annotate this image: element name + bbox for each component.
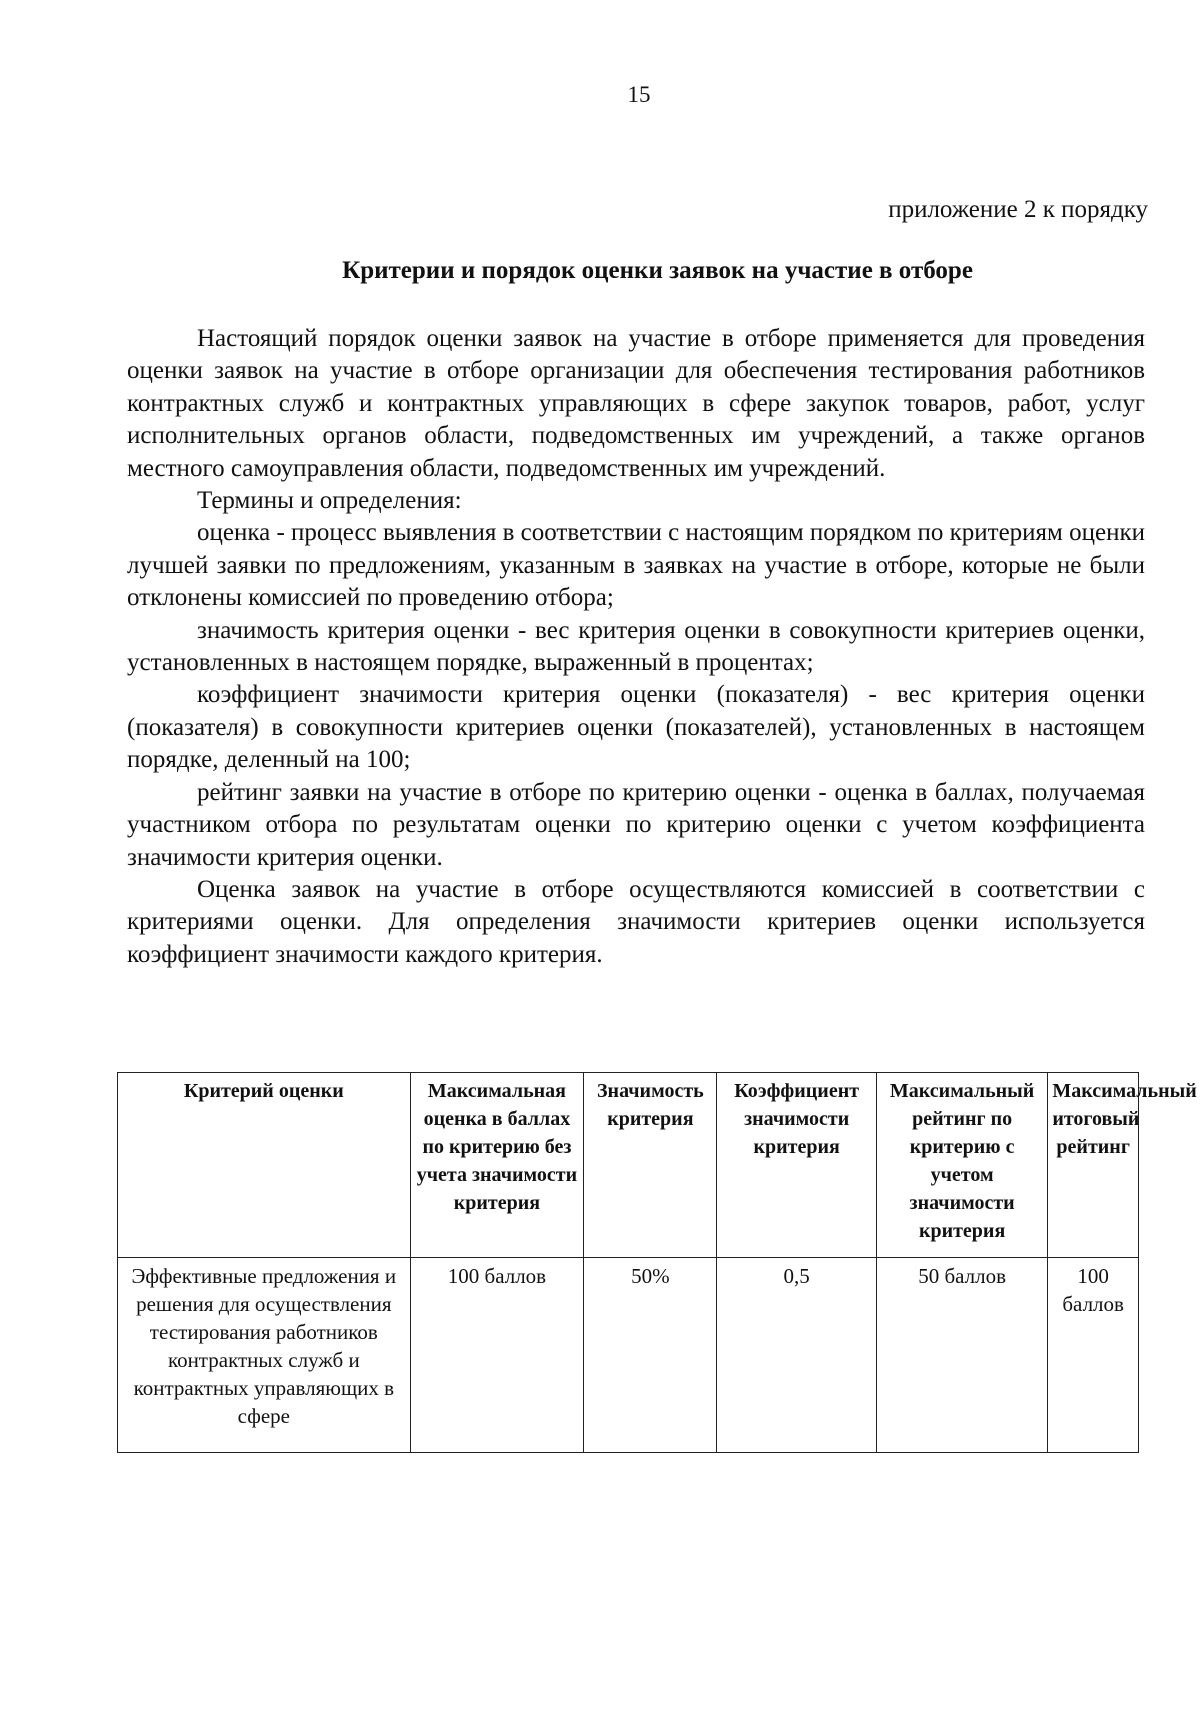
definition-criterion-significance: значимость критерия оценки - вес критерия оценки в совокупности критериев оценки, установленных в настоящем порядке, выраженный в процентах; — [127, 616, 1145, 677]
header-coefficient: Коэффициент значимости критерия — [717, 1073, 876, 1258]
table-header-row — [118, 1073, 1139, 1258]
document-body — [127, 323, 1145, 971]
terms-heading: Термины и определения: — [197, 487, 462, 515]
appendix-reference: приложение 2 к порядку — [888, 196, 1148, 223]
header-max-score: Максимальная оценка в баллах по критерию без учета значимости критерия — [410, 1073, 584, 1258]
cell-max-rating: 50 баллов — [876, 1258, 1047, 1453]
intro-paragraph: Настоящий порядок оценки заявок на участие в отборе применяется для проведения оценки заявок на участие в отборе организации для обеспечения тестирования работников контрактных служб и контрактных управляющих в сфере закупок товаров, работ, услуг исполнительных органов области, подведомственных им учреждений, а также органов местного самоуправления области, подведомственных им учреждений. — [127, 325, 1145, 482]
cell-coefficient: 0,5 — [717, 1258, 876, 1453]
document-title: Критерии и порядок оценки заявок на участие в отборе — [342, 257, 973, 284]
assessment-procedure-paragraph: Оценка заявок на участие в отборе осуществляются комиссией в соответствии с критериями оценки. Для определения значимости критериев оценки используется коэффициент значимости каждого критерия. — [127, 875, 1145, 968]
cell-max-total-rating: 100 баллов — [1048, 1258, 1139, 1453]
definition-application-rating: рейтинг заявки на участие в отборе по критерию оценки - оценка в баллах, получаемая участником отбора по результатам оценки по критерию оценки с учетом коэффициента значимости критерия оценки. — [127, 778, 1145, 871]
definition-assessment: оценка - процесс выявления в соответствии с настоящим порядком по критериям оценки лучшей заявки по предложениям, указанным в заявках на участие в отборе, которые не были отклонены комиссией по проведению отбора; — [127, 519, 1145, 612]
definition-significance-coefficient: коэффициент значимости критерия оценки (показателя) - вес критерия оценки (показателя) в совокупности критериев оценки (показателей), установленных в настоящем порядке, деленный на 100; — [127, 681, 1145, 774]
header-significance: Значимость критерия — [584, 1073, 717, 1258]
header-max-total-rating: Максимальный итоговый рейтинг — [1048, 1073, 1139, 1258]
header-criterion: Критерий оценки — [118, 1073, 411, 1258]
page-number: 15 — [627, 82, 651, 107]
cell-max-score: 100 баллов — [410, 1258, 584, 1453]
table-row — [118, 1258, 1139, 1453]
criteria-table — [117, 1072, 1197, 1453]
cell-criterion: Эффективные предложения и решения для осуществления тестирования работников контрактных служб и контрактных управляющих в сфере — [118, 1258, 411, 1453]
cell-significance: 50% — [584, 1258, 717, 1453]
header-max-rating: Максимальный рейтинг по критерию с учетом значимости критерия — [876, 1073, 1047, 1258]
